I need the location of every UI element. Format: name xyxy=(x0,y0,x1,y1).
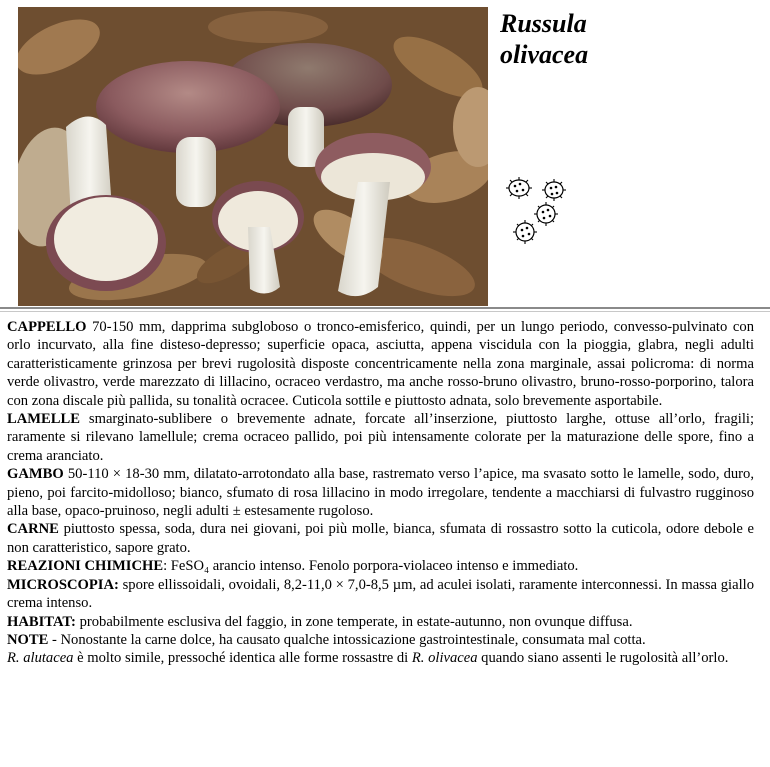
section-label: HABITAT: xyxy=(7,613,76,630)
section-note xyxy=(7,631,754,649)
note-extra-text: quando siano assenti le rugolosità all’orlo. xyxy=(477,650,729,667)
species-epithet: olivacea xyxy=(500,40,589,69)
note-extra xyxy=(7,649,754,667)
spore-drawing xyxy=(505,172,569,246)
section-text: probabilmente esclusiva del faggio, in zone temperate, in estate-autunno, non ovunque diffusa. xyxy=(75,613,633,630)
section-label: CAPPELLO xyxy=(7,319,87,335)
section-label: GAMBO xyxy=(7,466,64,483)
section-text: smarginato-sublibere o brevemente adnate, forcate all’inserzione, piuttosto larghe, ottuse all’orlo, fragili; raramente si rilevano lamellule; crema ocraceo pallido, poi più intensamente colorate per la maturazione delle spore, fino a crema aranciato. xyxy=(7,411,754,464)
mushroom-photo xyxy=(18,7,488,306)
section-reazioni-chimiche xyxy=(7,557,754,575)
section-habitat xyxy=(7,613,754,631)
species-title xyxy=(500,8,588,70)
section-label: LAMELLE xyxy=(7,411,80,428)
section-text: spore ellissoidali, ovoidali, 8,2-11,0 × 7,0-8,5 µm, ad aculei isolati, raramente interconnessi. In massa giallo crema intenso. xyxy=(7,576,754,612)
section-label: MICROSCOPIA: xyxy=(7,576,119,593)
section-carne xyxy=(7,520,754,557)
section-text: - Nonostante la carne dolce, ha causato qualche intossicazione gastrointestinale, consumata mal cotta. xyxy=(48,631,646,648)
genus-name: Russula xyxy=(500,9,587,38)
section-text: 50-110 × 18-30 mm, dilatato-arrotondato alla base, rastremato verso l’apice, ma svasato sotto le lamelle, sodo, duro, pieno, poi farcito-midolloso; bianco, sfumato di rosa lillacino in modo irregolare, tendente a macchiarsi di fulvastro rugginoso alla base, opaco-pruinoso, negli adulti ± estesamente rugoloso. xyxy=(7,466,754,520)
section-microscopia xyxy=(7,576,754,613)
note-extra-text: è molto simile, pressoché identica alle forme rossastre di xyxy=(73,650,412,667)
section-label: REAZIONI CHIMICHE xyxy=(7,558,164,575)
description xyxy=(7,318,754,668)
separator-line xyxy=(0,307,770,309)
species-ref: R. alutacea xyxy=(7,650,74,667)
section-label: NOTE xyxy=(7,631,49,648)
spore-drawing-icon xyxy=(505,172,569,246)
mushroom-photo-icon xyxy=(18,7,488,306)
section-gambo xyxy=(7,465,754,520)
section-text: : FeSO₄ arancio intenso. Fenolo porpora-violaceo intenso e immediato. xyxy=(163,558,579,575)
section-text: piuttosto spessa, soda, dura nei giovani, poi più molle, bianca, sfumata di rossastro sotto la cuticola, odore debole e non caratteristico, sapore grato. xyxy=(7,521,754,556)
separator-line-light xyxy=(0,311,770,312)
section-text: 70-150 mm, dapprima subgloboso o tronco-emisferico, quindi, per un lungo periodo, convesso-pulvinato con orlo incurvato, alla fine disteso-depresso; superficie opaca, asciutta, appena viscidula con la pioggia, glabra, negli adulti caratteristicamente grinzosa per brevi rugolosità disposte concentricamente nella zona marginale, assai policroma: di norma verde olivastro, verde marezzato di lillacino, ocraceo verdastro, ma anche rosso-bruno olivastro, bruno-rosso-porporino, talora con zona discale più pallida, su tonalità ocracee. Cuticola sottile e piuttosto adnata, solo brevemente asportabile. xyxy=(7,319,754,409)
section-label: CARNE xyxy=(7,521,59,538)
section-lamelle xyxy=(7,410,754,465)
species-ref: R. olivacea xyxy=(411,650,478,667)
section-cappello xyxy=(7,318,754,410)
